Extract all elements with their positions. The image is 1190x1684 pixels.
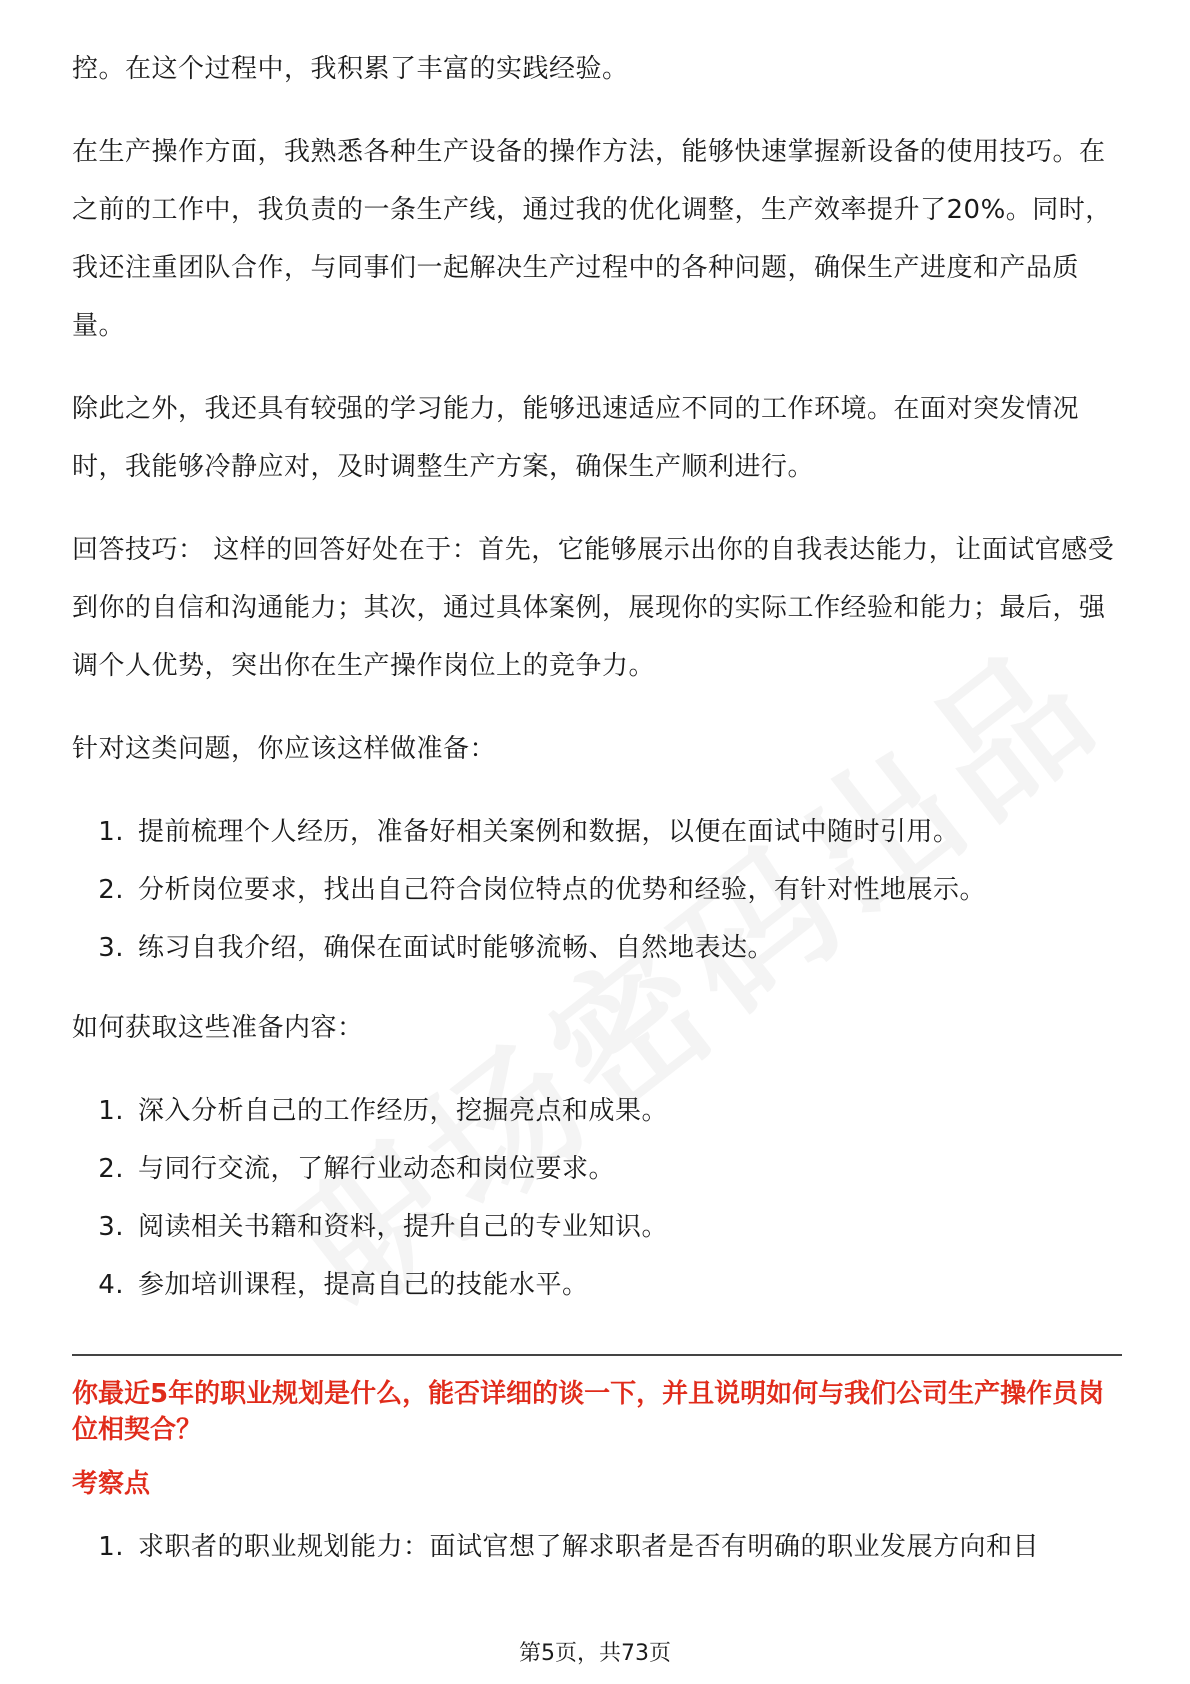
paragraph-1: 控。在这个过程中，我积累了丰富的实践经验。 — [72, 54, 629, 84]
list-number: 3. — [98, 1212, 124, 1242]
list-item — [72, 803, 1122, 861]
list-item — [72, 1140, 1122, 1198]
list-text: 深入分析自己的工作经历，挖掘亮点和成果。 — [138, 1096, 669, 1126]
list-text: 练习自我介绍，确保在面试时能够流畅、自然地表达。 — [138, 933, 775, 963]
list-text: 与同行交流，了解行业动态和岗位要求。 — [138, 1154, 616, 1184]
list-text: 求职者的职业规划能力：面试官想了解求职者是否有明确的职业发展方向和目 — [138, 1532, 1040, 1562]
prep-list — [72, 803, 1122, 977]
prep-intro: 针对这类问题，你应该这样做准备： — [72, 734, 497, 764]
page-footer: 第5页，共73页 — [519, 1641, 671, 1666]
list-text: 分析岗位要求，找出自己符合岗位特点的优势和经验，有针对性地展示。 — [138, 875, 987, 905]
paragraph-3: 除此之外，我还具有较强的学习能力，能够迅速适应不同的工作环境。在面对突发情况时，我能够冷静应对，及时调整生产方案，确保生产顺利进行。 — [72, 394, 1080, 482]
how-to-list — [72, 1082, 1122, 1314]
list-item — [72, 1518, 1122, 1576]
list-item — [72, 1256, 1122, 1314]
document-page — [72, 40, 1122, 1598]
list-number: 4. — [98, 1270, 124, 1300]
list-item — [72, 919, 1122, 977]
list-number: 1. — [98, 817, 124, 847]
how-to-title: 如何获取这些准备内容： — [72, 1013, 364, 1043]
list-item — [72, 1198, 1122, 1256]
list-number: 1. — [98, 1532, 124, 1562]
question-heading: 你最近5年的职业规划是什么，能否详细的谈一下，并且说明如何与我们公司生产操作员岗位相契合？ — [72, 1379, 1105, 1445]
list-item — [72, 1082, 1122, 1140]
list-item — [72, 861, 1122, 919]
answer-tips-paragraph: 回答技巧： 这样的回答好处在于：首先，它能够展示出你的自我表达能力，让面试官感受到你的自信和沟通能力；其次，通过具体案例，展现你的实际工作经验和能力；最后，强调个人优势，突出你在生产操作岗位上的竞争力。 — [72, 535, 1115, 681]
list-number: 2. — [98, 875, 124, 905]
list-text: 阅读相关书籍和资料，提升自己的专业知识。 — [138, 1212, 669, 1242]
paragraph-2: 在生产操作方面，我熟悉各种生产设备的操作方法，能够快速掌握新设备的使用技巧。在之前的工作中，我负责的一条生产线，通过我的优化调整，生产效率提升了20%。同时，我还注重团队合作，与同事们一起解决生产过程中的各种问题，确保生产进度和产品质量。 — [72, 137, 1112, 341]
assessment-list — [72, 1518, 1122, 1576]
list-number: 2. — [98, 1154, 124, 1184]
list-number: 1. — [98, 1096, 124, 1126]
assessment-title: 考察点 — [72, 1469, 151, 1499]
list-text: 提前梳理个人经历，准备好相关案例和数据，以便在面试中随时引用。 — [138, 817, 960, 847]
section-divider — [72, 1354, 1122, 1356]
list-number: 3. — [98, 933, 124, 963]
list-text: 参加培训课程，提高自己的技能水平。 — [138, 1270, 589, 1300]
